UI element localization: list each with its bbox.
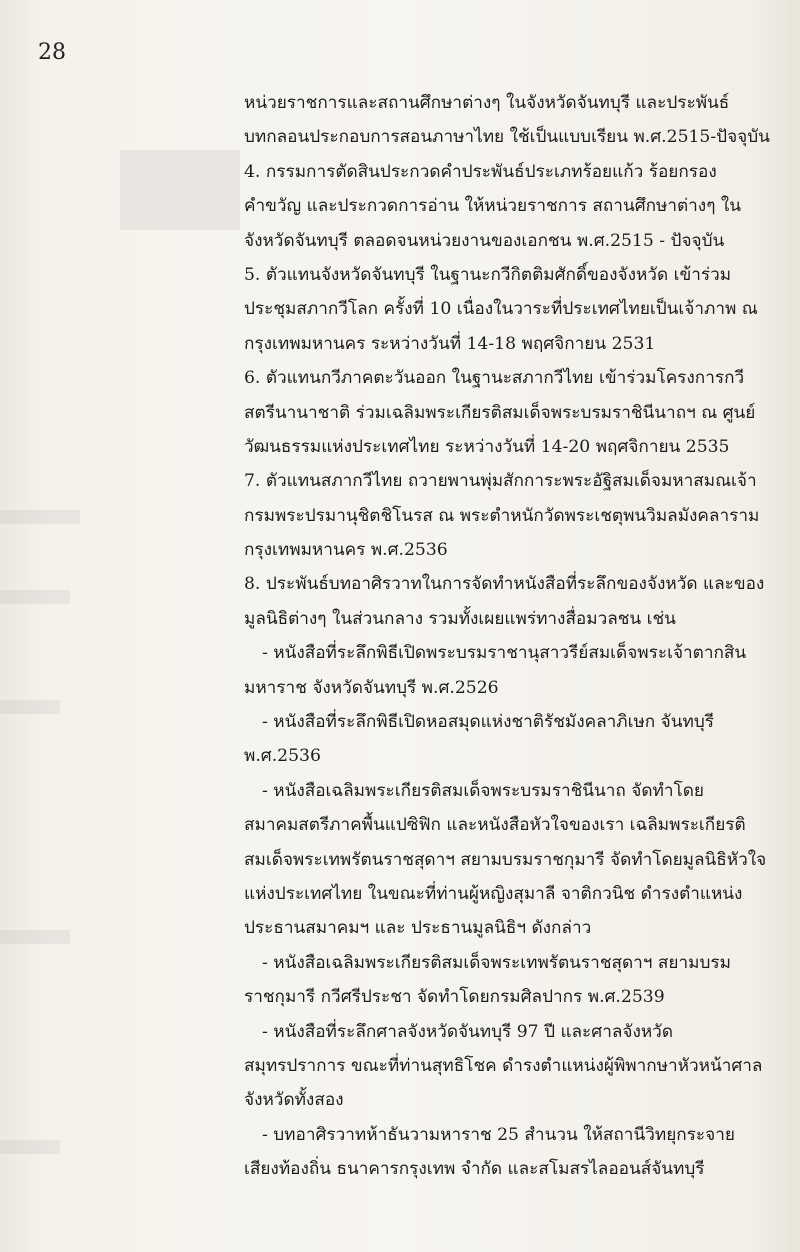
bullet-item: - หนังสือเฉลิมพระเกียรติสมเด็จพระเทพรัตนราชสุดาฯ สยามบรม (262, 952, 731, 973)
text-line: แห่งประเทศไทย ในขณะที่ท่านผู้หญิงสุมาลี จาติกวนิช ดำรงตำแหน่ง (244, 883, 743, 904)
list-item-6: 6. ตัวแทนกวีภาคตะวันออก ในฐานะสภากวีไทย เข้าร่วมโครงการกวี (244, 368, 745, 389)
text-line: กรมพระปรมานุชิตชิโนรส ณ พระตำหนักวัดพระเชตุพนวิมลมังคลาราม (244, 505, 760, 526)
text-line: บทกลอนประกอบการสอนภาษาไทย ใช้เป็นแบบเรียน พ.ศ.2515-ปัจจุบัน (244, 127, 770, 148)
bullet-item: - หนังสือเฉลิมพระเกียรติสมเด็จพระบรมราชินีนาถ จัดทำโดย (262, 780, 704, 801)
list-item-4: 4. กรรมการตัดสินประกวดคำประพันธ์ประเภทร้อยแก้ว ร้อยกรอง (244, 161, 717, 182)
bleed-mark (0, 930, 70, 944)
list-item-7: 7. ตัวแทนสภากวีไทย ถวายพานพุ่มสักการะพระอัฐิสมเด็จมหาสมณเจ้า (244, 471, 757, 492)
text-line: คำขวัญ และประกวดการอ่าน ให้หน่วยราชการ สถานศึกษาต่างๆ ใน (244, 196, 742, 217)
bullet-item: - หนังสือที่ระลึกพิธีเปิดหอสมุดแห่งชาติรัชมังคลาภิเษก จันทบุรี (262, 712, 714, 733)
bullet-item: - หนังสือที่ระลึกพิธีเปิดพระบรมราชานุสาวรีย์สมเด็จพระเจ้าตากสิน (262, 643, 747, 664)
bullet-item: - หนังสือที่ระลึกศาลจังหวัดจันทบุรี 97 ปี และศาลจังหวัด (262, 1021, 673, 1042)
text-line: สตรีนานาชาติ ร่วมเฉลิมพระเกียรติสมเด็จพระบรมราชินีนาถฯ ณ ศูนย์ (244, 402, 756, 423)
body-text (244, 86, 774, 1187)
text-line: จังหวัดจันทบุรี ตลอดจนหน่วยงานของเอกชน พ.ศ.2515 - ปัจจุบัน (244, 230, 725, 251)
bleed-mark (120, 150, 240, 230)
bleed-mark (0, 590, 70, 604)
list-item-5: 5. ตัวแทนจังหวัดจันทบุรี ในฐานะกวีกิตติมศักดิ์ของจังหวัด เข้าร่วม (244, 264, 732, 285)
text-line: ประธานสมาคมฯ และ ประธานมูลนิธิฯ ดังกล่าว (244, 918, 592, 939)
text-line: วัฒนธรรมแห่งประเทศไทย ระหว่างวันที่ 14-20 พฤศจิกายน 2535 (244, 436, 730, 457)
text-line: มูลนิธิต่างๆ ในส่วนกลาง รวมทั้งเผยแพร่ทางสื่อมวลชน เช่น (244, 608, 676, 629)
text-line: สมาคมสตรีภาคพื้นแปซิฟิก และหนังสือหัวใจของเรา เฉลิมพระเกียรติ (244, 815, 746, 836)
text-line: ประชุมสภากวีโลก ครั้งที่ 10 เนื่องในวาระที่ประเทศไทยเป็นเจ้าภาพ ณ (244, 299, 758, 320)
text-line: กรุงเทพมหานคร ระหว่างวันที่ 14-18 พฤศจิกายน 2531 (244, 333, 656, 354)
text-line: สมเด็จพระเทพรัตนราชสุดาฯ สยามบรมราชกุมารี จัดทำโดยมูลนิธิหัวใจ (244, 849, 767, 870)
text-line: สมุทรปราการ ขณะที่ท่านสุทธิโชค ดำรงตำแหน่งผู้พิพากษาหัวหน้าศาล (244, 1055, 763, 1076)
bleed-mark (0, 1140, 60, 1154)
bleed-mark (0, 510, 80, 524)
bullet-item: - บทอาศิรวาทห้าธันวามหาราช 25 สำนวน ให้สถานีวิทยุกระจาย (262, 1124, 735, 1145)
list-item-8: 8. ประพันธ์บทอาศิรวาทในการจัดทำหนังสือที่ระลึกของจังหวัด และของ (244, 574, 765, 595)
text-line: จังหวัดทั้งสอง (244, 1090, 344, 1111)
page-number: 28 (38, 40, 66, 65)
text-line: พ.ศ.2536 (244, 746, 321, 767)
text-line: ราชกุมารี กวีศรีประชา จัดทำโดยกรมศิลปากร พ.ศ.2539 (244, 987, 665, 1008)
text-line: มหาราช จังหวัดจันทบุรี พ.ศ.2526 (244, 677, 499, 698)
text-line: กรุงเทพมหานคร พ.ศ.2536 (244, 540, 448, 561)
text-line: เสียงท้องถิ่น ธนาคารกรุงเทพ จำกัด และสโมสรไลออนส์จันทบุรี (244, 1159, 705, 1180)
bleed-mark (0, 700, 60, 714)
text-line: หน่วยราชการและสถานศึกษาต่างๆ ในจังหวัดจันทบุรี และประพันธ์ (244, 93, 730, 113)
